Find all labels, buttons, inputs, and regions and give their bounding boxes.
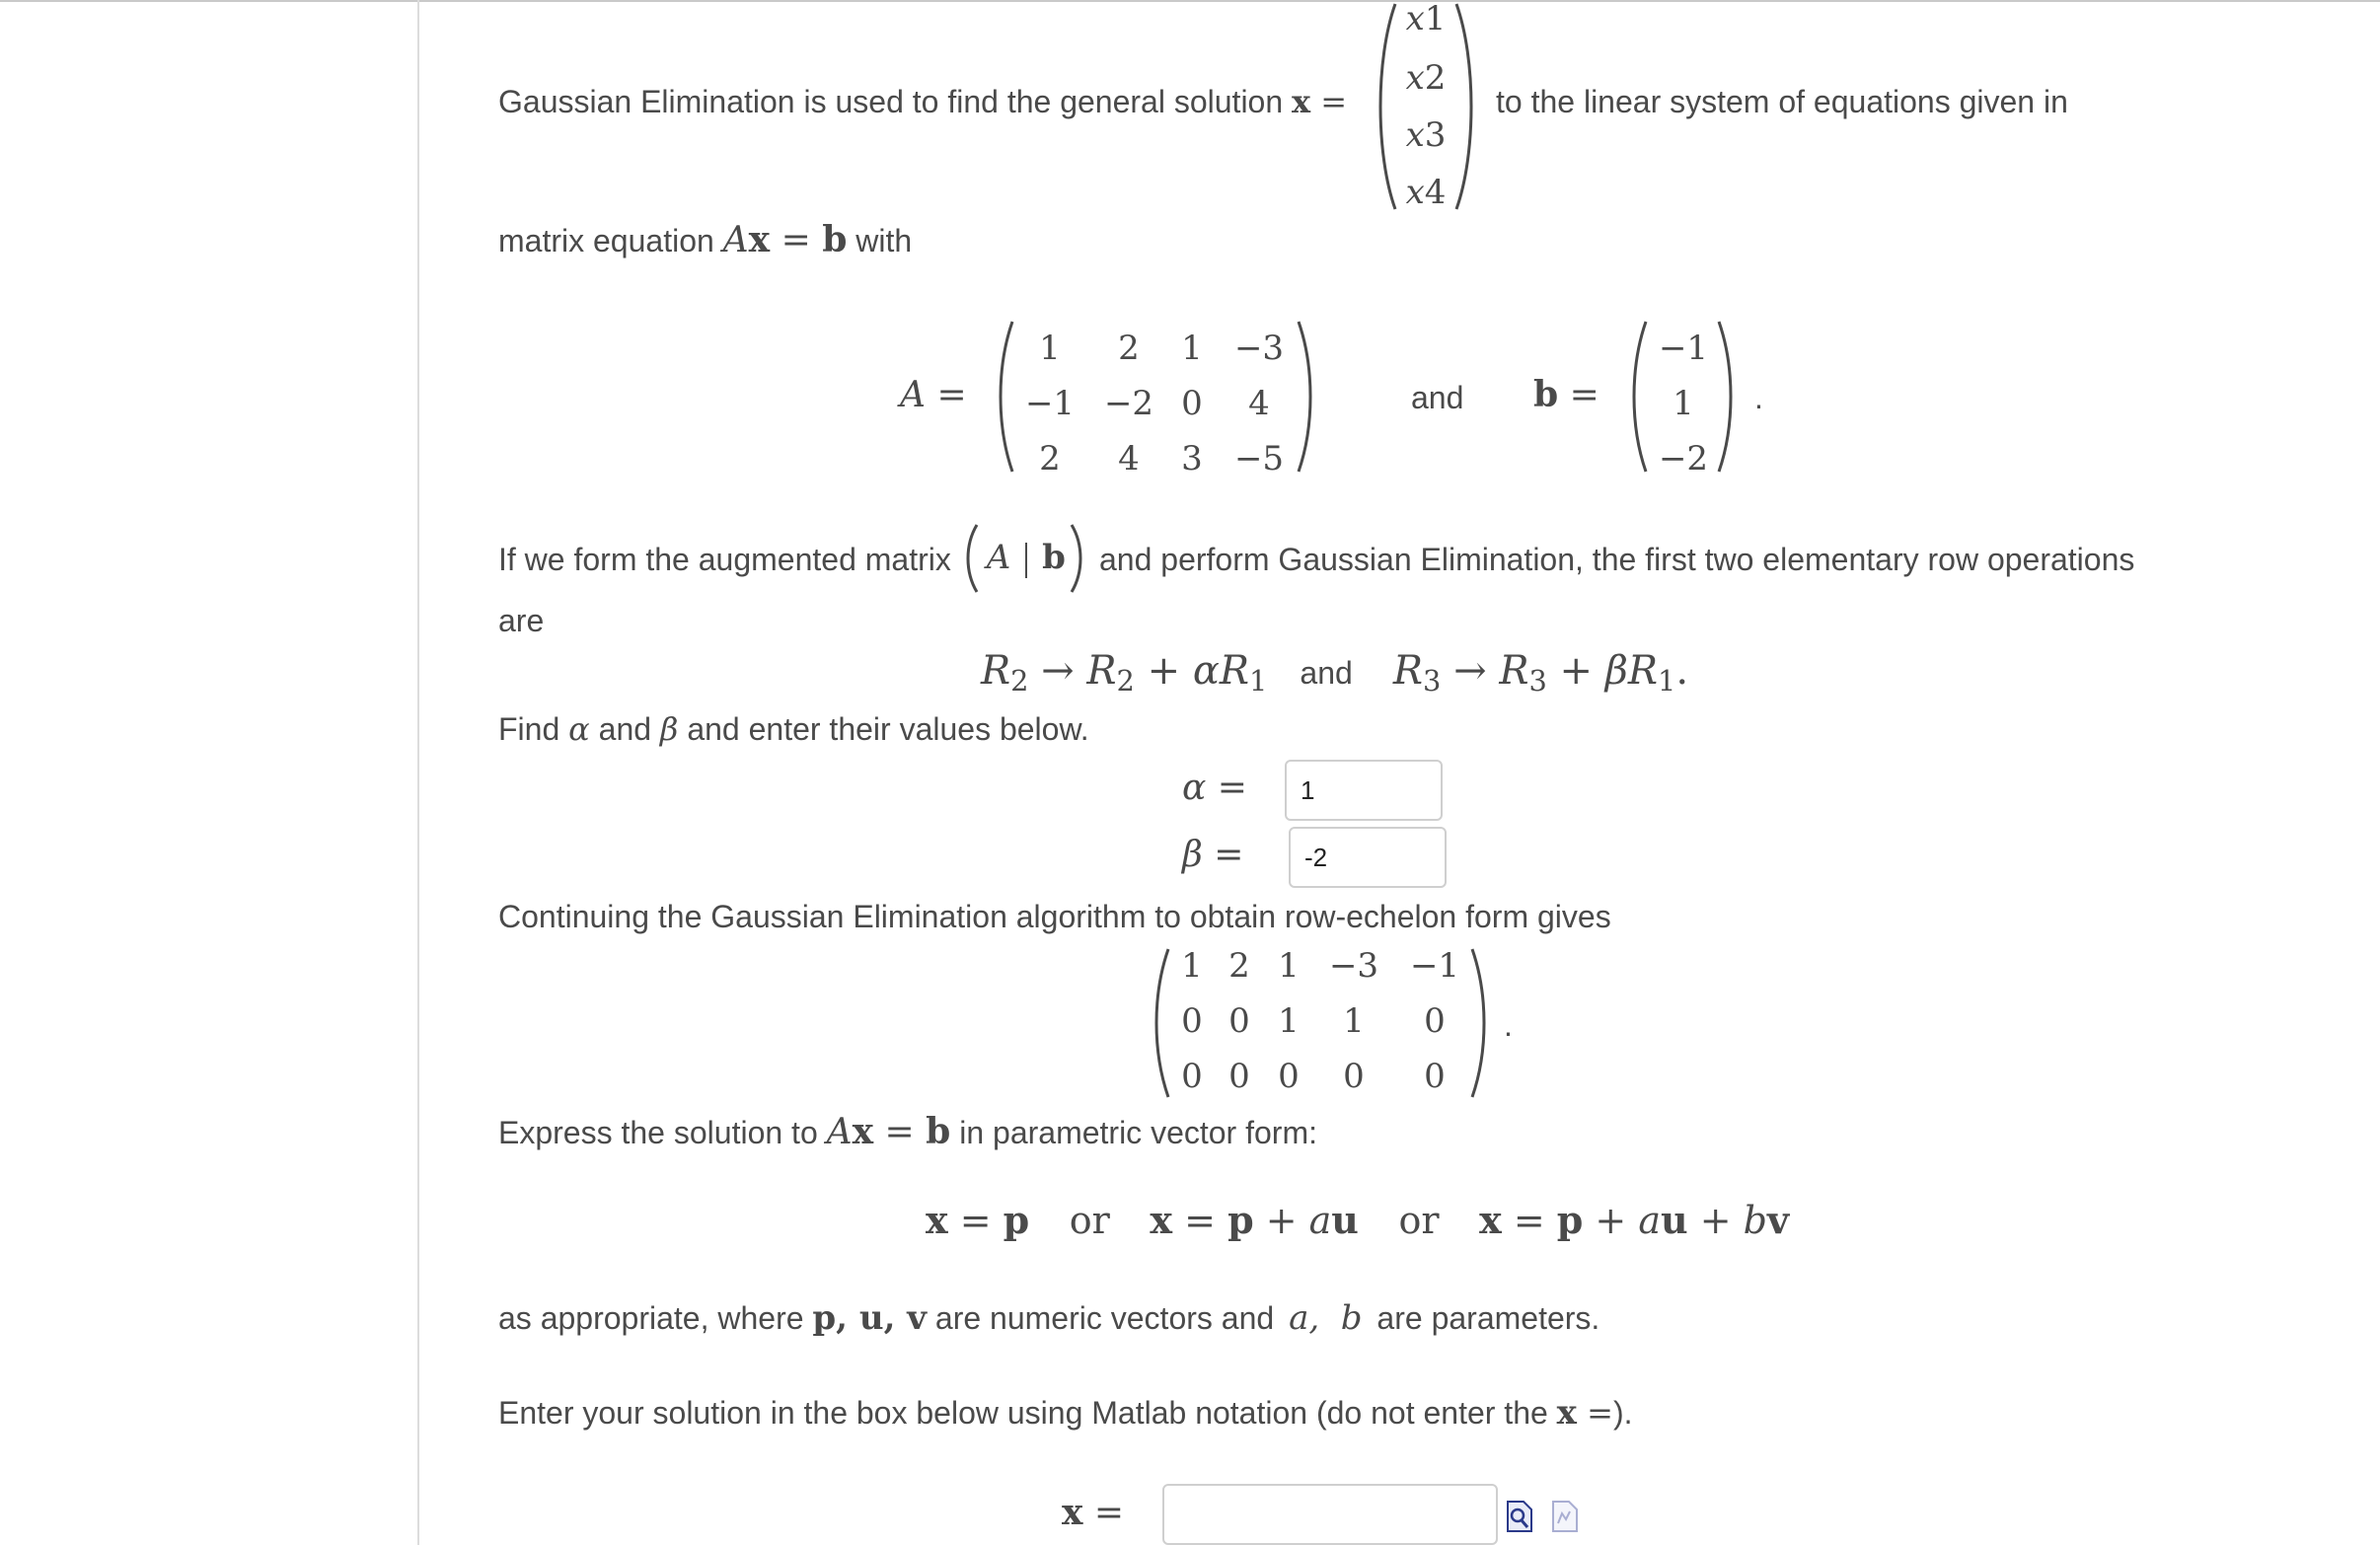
- row-ops-and: and: [1300, 655, 1353, 691]
- echelon-entry: 0: [1424, 1057, 1446, 1096]
- matrix-A-entry: 4: [1118, 439, 1140, 478]
- intro-text-before: Gaussian Elimination is used to find the general solution: [498, 84, 1284, 119]
- matrix-A-entry: 2: [1039, 439, 1061, 478]
- and-label: and: [1411, 380, 1464, 415]
- echelon-matrix: [1149, 945, 1492, 1101]
- x-vector-entry: x3: [1405, 115, 1447, 155]
- matrix-A-label: A =: [900, 375, 967, 415]
- solution-input[interactable]: [1162, 1484, 1498, 1545]
- express-text-before: Express the solution to: [498, 1115, 818, 1150]
- vectors-puv: p, u, v: [812, 1298, 928, 1338]
- echelon-entry: 0: [1343, 1057, 1365, 1096]
- math-equals: =: [1576, 1394, 1613, 1432]
- echelon-entry: 0: [1228, 1057, 1250, 1096]
- find-sentence: [498, 710, 1089, 748]
- matrix-A-entry: 4: [1248, 384, 1270, 423]
- echelon-entry: 0: [1181, 1057, 1203, 1096]
- or-label: or: [1398, 1199, 1440, 1242]
- echelon-entry: 0: [1278, 1057, 1300, 1096]
- matlab-doc-icon[interactable]: [1551, 1500, 1579, 1533]
- row-operations: $R_2 \to R_2 + \alpha R_1$ and $R_3 \to R_3 + \beta R_1$.: [981, 648, 1689, 699]
- math-equals: =: [873, 1112, 927, 1152]
- left-margin-rule: [417, 0, 419, 1545]
- matrix-A-entry: −5: [1233, 439, 1285, 478]
- enter-text-after: ).: [1612, 1395, 1633, 1431]
- math-x: x: [852, 1111, 874, 1152]
- matrix-equation-sentence: [498, 219, 912, 261]
- parametric-forms: x = p or x = p + au or x = p + au + bv: [926, 1198, 1790, 1242]
- echelon-entry: −3: [1328, 946, 1379, 986]
- echelon-entry: 0: [1181, 1001, 1203, 1041]
- augmented-text-after: and perform Gaussian Elimination, the first two elementary row operations: [1099, 542, 2135, 577]
- alpha-input[interactable]: [1285, 760, 1443, 821]
- matrix-A-entry: 1: [1181, 329, 1203, 368]
- math-x: x: [1556, 1393, 1577, 1433]
- preview-icon[interactable]: [1506, 1500, 1533, 1533]
- math-x: x: [748, 219, 771, 260]
- enter-text-before: Enter your solution in the box below using Matlab notation (do not enter the: [498, 1395, 1548, 1431]
- echelon-entry: 1: [1278, 1001, 1300, 1041]
- find-text-after: and enter their values below.: [687, 711, 1089, 747]
- matrix-A-entry: 3: [1181, 439, 1203, 478]
- augmented-text-before: If we form the augmented matrix: [498, 542, 951, 577]
- math-b: b: [822, 219, 848, 260]
- x-vector-entry: x2: [1405, 58, 1447, 98]
- params-ab: a, b: [1289, 1298, 1363, 1338]
- augmented-b: b: [1042, 538, 1066, 577]
- appropriate-text-after: are parameters.: [1376, 1300, 1600, 1336]
- express-sentence: [498, 1111, 1317, 1153]
- solution-label: x =: [1062, 1492, 1125, 1533]
- matrix-A-entry: 1: [1039, 329, 1061, 368]
- beta-label: β =: [1182, 835, 1244, 875]
- vector-b-entry: 1: [1673, 384, 1694, 423]
- equals-sign: =: [1310, 83, 1348, 120]
- x-vector-entry: x4: [1405, 173, 1447, 212]
- vector-b: [1626, 318, 1739, 476]
- math-A: A: [826, 1112, 853, 1152]
- beta-input[interactable]: [1289, 827, 1447, 888]
- math-equals: =: [770, 220, 823, 260]
- matrix-A-entry: 2: [1118, 329, 1140, 368]
- echelon-entry: −1: [1409, 946, 1460, 986]
- vector-b-entry: −1: [1658, 329, 1709, 368]
- echelon-entry: 0: [1424, 1001, 1446, 1041]
- appropriate-sentence: [498, 1298, 1599, 1339]
- augmented-text-line2: are: [498, 603, 545, 638]
- math-b: b: [926, 1111, 951, 1152]
- line2-text-before: matrix equation: [498, 223, 714, 258]
- vector-b-label: b =: [1533, 374, 1599, 415]
- enter-sentence: [498, 1393, 1632, 1434]
- appropriate-text-before: as appropriate, where: [498, 1300, 804, 1336]
- express-text-after: in parametric vector form:: [959, 1115, 1317, 1150]
- x-vector-entry: x1: [1405, 0, 1447, 38]
- line2-text-after: with: [855, 223, 913, 258]
- augmented-matrix: [963, 521, 1085, 596]
- find-text-mid: and: [598, 711, 652, 747]
- alpha-label: α =: [1182, 768, 1247, 808]
- alpha-symbol: α: [568, 710, 590, 748]
- echelon-entry: 0: [1228, 1001, 1250, 1041]
- period: .: [1504, 1007, 1513, 1043]
- x-vector: [1372, 0, 1480, 213]
- echelon-entry: 1: [1343, 1001, 1365, 1041]
- appropriate-text-mid: are numeric vectors and: [934, 1300, 1275, 1336]
- echelon-entry: 1: [1278, 946, 1300, 986]
- augmented-A: A: [986, 538, 1011, 577]
- echelon-entry: 2: [1228, 946, 1250, 986]
- intro-text-after: to the linear system of equations given in: [1496, 84, 2068, 119]
- vector-b-entry: −2: [1658, 439, 1709, 478]
- echelon-entry: 1: [1181, 946, 1203, 986]
- math-A: A: [722, 220, 749, 260]
- matrix-A: [993, 318, 1318, 476]
- matrix-A-entry: −3: [1233, 329, 1285, 368]
- period: .: [1754, 380, 1763, 415]
- matrix-A-entry: −2: [1103, 384, 1154, 423]
- x-bold: x: [1292, 83, 1311, 120]
- top-rule: [0, 0, 2380, 2]
- matrix-A-entry: −1: [1024, 384, 1076, 423]
- intro-sentence: [498, 83, 1347, 120]
- matrix-A-entry: 0: [1181, 384, 1203, 423]
- find-text-before: Find: [498, 711, 560, 747]
- or-label: or: [1069, 1199, 1110, 1242]
- beta-symbol: β: [659, 710, 679, 748]
- continuing-text: Continuing the Gaussian Elimination algorithm to obtain row-echelon form gives: [498, 899, 1611, 934]
